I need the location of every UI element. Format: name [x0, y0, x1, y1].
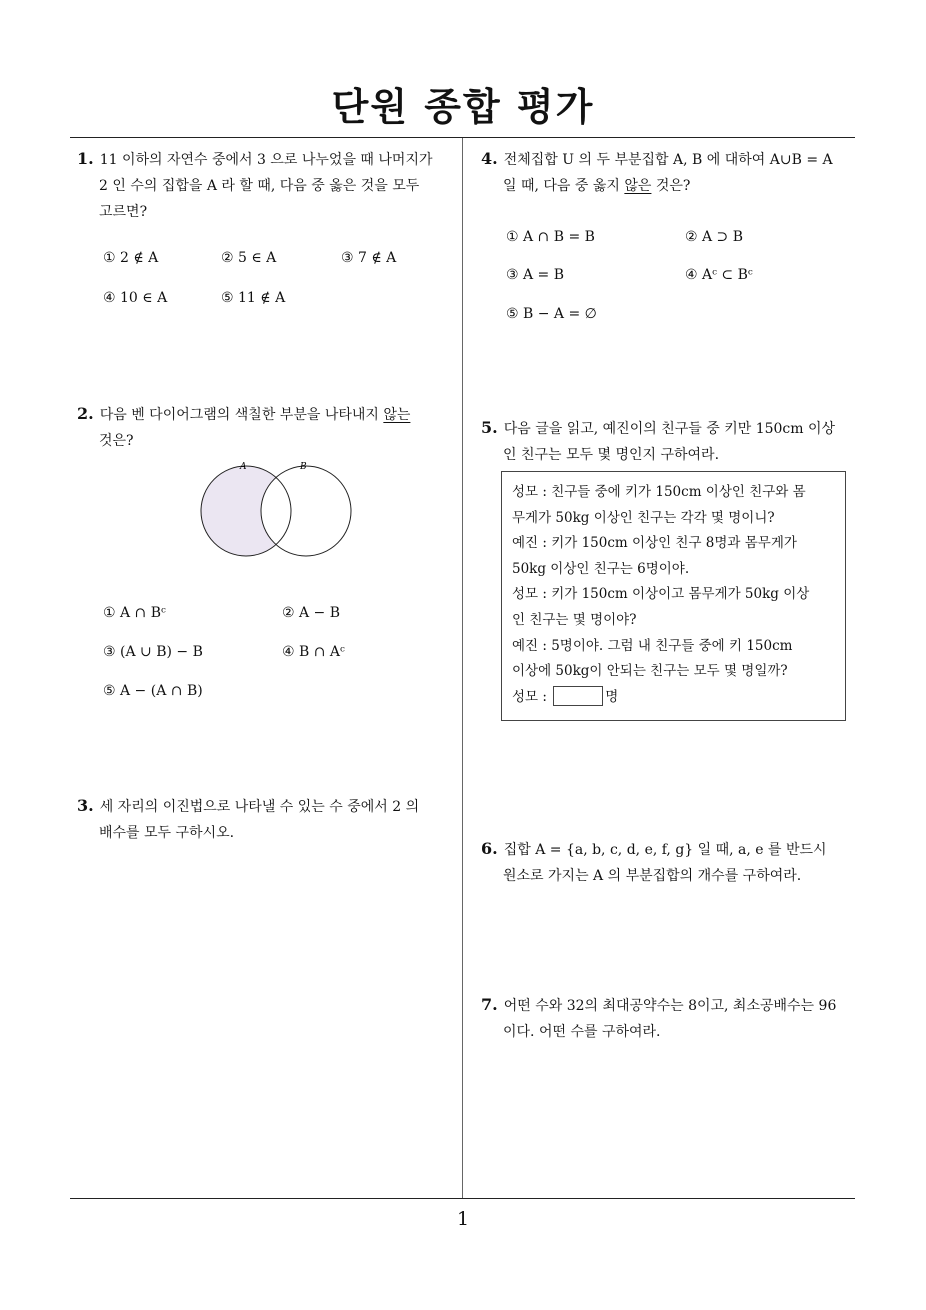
dialogue-box [501, 471, 846, 721]
choice-5[interactable]: ⑤ 11 ∉ A [221, 290, 286, 306]
question-text-line: 어떤 수와 32의 최대공약수는 8이고, 최소공배수는 96 [503, 998, 837, 1014]
question-text-line: 세 자리의 이진법으로 나타낼 수 있는 수 중에서 2 의 [99, 799, 420, 815]
dialogue-line: 이상에 50kg이 안되는 친구는 모두 몇 명일까? [512, 663, 788, 680]
question-text-line: 것은? [99, 433, 134, 449]
question-text-line: 11 이하의 자연수 중에서 3 으로 나누었을 때 나머지가 [99, 152, 433, 168]
question-text-line: 집합 A = {a, b, c, d, e, f, g} 일 때, a, e 를 반드시 [503, 842, 827, 858]
choice-1[interactable]: ① A ∩ Bᶜ [103, 605, 166, 621]
dialogue-line: 예진 : 키가 150cm 이상인 친구 8명과 몸무게가 [512, 535, 797, 552]
question-number: 4. [481, 149, 498, 168]
answer-blank[interactable] [553, 686, 603, 706]
choice-4[interactable]: ④ B ∩ Aᶜ [282, 644, 345, 660]
question-text-line: 고르면? [99, 204, 148, 220]
dialogue-line: 예진 : 5명이야. 그럼 내 친구들 중에 키 150cm [512, 637, 793, 654]
footer-rule [70, 1198, 855, 1199]
dialogue-answer-line [512, 685, 835, 711]
question-6 [481, 836, 861, 889]
question-text-line: 이다. 어떤 수를 구하여라. [503, 1024, 661, 1040]
choice-1[interactable]: ① 2 ∉ A [103, 250, 159, 266]
question-text-line: 전체집합 U 의 두 부분집합 A, B 에 대하여 A∪B = A [503, 152, 833, 168]
question-number: 2. [77, 404, 94, 423]
question-text-line: 다음 벤 다이어그램의 색칠한 부분을 나타내지 [99, 407, 384, 423]
dialogue-speaker: 성모 : [512, 688, 547, 705]
question-text-line: 2 인 수의 집합을 A 라 할 때, 다음 중 옳은 것을 모두 [99, 178, 420, 194]
choice-4[interactable]: ④ Aᶜ ⊂ Bᶜ [685, 267, 753, 283]
choice-3[interactable]: ③ 7 ∉ A [341, 250, 397, 266]
answer-unit: 명 [605, 688, 619, 705]
question-number: 5. [481, 418, 498, 437]
question-text-line: 것은? [651, 178, 691, 194]
underlined-text: 않는 [383, 407, 411, 423]
dialogue-line: 성모 : 친구들 중에 키가 150cm 이상인 친구와 몸 [512, 484, 806, 500]
choice-3[interactable]: ③ A = B [506, 267, 565, 283]
choice-2[interactable]: ② A − B [282, 605, 341, 621]
question-3 [77, 793, 457, 846]
question-5 [481, 415, 861, 468]
question-number: 6. [481, 839, 498, 858]
choice-4[interactable]: ④ 10 ∈ A [103, 290, 168, 306]
question-number: 3. [77, 796, 94, 815]
question-2 [77, 401, 457, 454]
venn-diagram [190, 455, 360, 565]
question-text-line: 인 친구는 모두 몇 명인지 구하여라. [503, 447, 720, 463]
dialogue-line: 50kg 이상인 친구는 6명이야. [512, 560, 690, 577]
question-number: 7. [481, 995, 498, 1014]
choice-2[interactable]: ② A ⊃ B [685, 229, 744, 245]
question-number: 1. [77, 149, 94, 168]
page-title: 단원 종합 평가 [331, 85, 595, 129]
choice-2[interactable]: ② 5 ∈ A [221, 250, 277, 266]
column-divider [462, 138, 463, 1198]
question-text-line: 원소로 가지는 A 의 부분집합의 개수를 구하여라. [503, 868, 802, 884]
question-1 [77, 146, 457, 225]
question-4 [481, 146, 861, 199]
question-text-line: 다음 글을 읽고, 예진이의 친구들 중 키만 150cm 이상 [503, 421, 836, 437]
page-number: 1 [456, 1208, 470, 1230]
choice-3[interactable]: ③ (A ∪ B) − B [103, 644, 203, 660]
choice-5[interactable]: ⑤ A − (A ∩ B) [103, 683, 203, 699]
underlined-text: 않은 [624, 178, 652, 194]
dialogue-line: 성모 : 키가 150cm 이상이고 몸무게가 50kg 이상 [512, 586, 810, 603]
question-7 [481, 992, 861, 1045]
choice-5[interactable]: ⑤ B − A = ∅ [506, 306, 597, 322]
dialogue-line: 인 친구는 몇 명이야? [512, 611, 637, 628]
dialogue-line: 무게가 50kg 이상인 친구는 각각 몇 명이니? [512, 509, 775, 526]
choice-1[interactable]: ① A ∩ B = B [506, 229, 595, 245]
question-text-line: 일 때, 다음 중 옳지 [503, 178, 625, 194]
venn-label-b: B [300, 462, 307, 472]
venn-label-a: A [240, 462, 247, 472]
question-text-line: 배수를 모두 구하시오. [99, 825, 235, 841]
